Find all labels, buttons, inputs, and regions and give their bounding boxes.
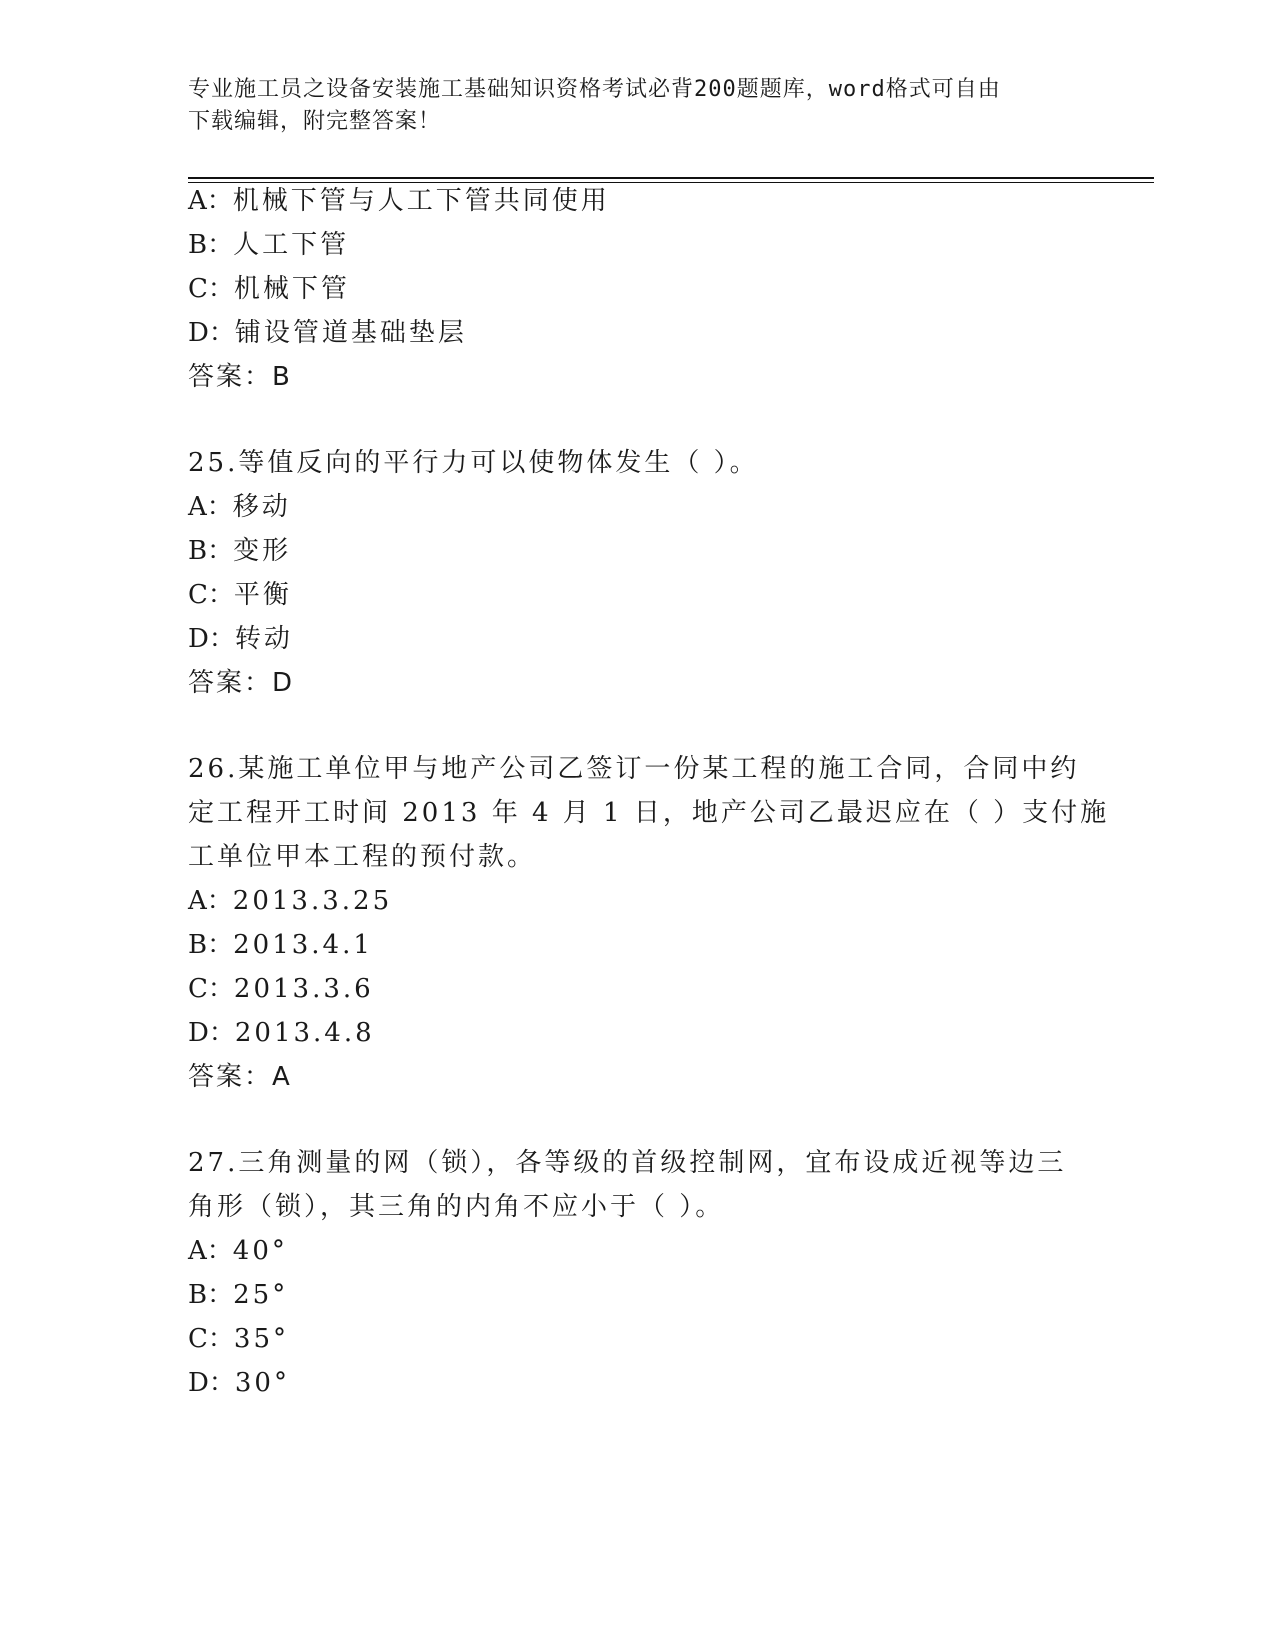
q26-stem-line-3: 工单位甲本工程的预付款。 bbox=[188, 842, 537, 872]
option-label: A： bbox=[188, 886, 233, 916]
q26-option-d bbox=[188, 1016, 375, 1050]
option-label: D： bbox=[188, 1368, 235, 1398]
q26-stem-line-1: 26.某施工单位甲与地产公司乙签订一份某工程的施工合同，合同中约 bbox=[188, 754, 1080, 784]
q25-option-d bbox=[188, 622, 293, 656]
q24-option-c bbox=[188, 272, 350, 306]
option-label: D： bbox=[188, 1018, 235, 1048]
q26-answer: 答案：A bbox=[188, 1062, 292, 1092]
option-label: C： bbox=[188, 580, 234, 610]
option-text: 平衡 bbox=[233, 580, 292, 610]
option-label: B： bbox=[188, 1280, 234, 1310]
option-text: 机械下管 bbox=[233, 274, 350, 304]
option-text: 转动 bbox=[234, 624, 293, 654]
option-text: 人工下管 bbox=[233, 230, 350, 260]
q26-option-b bbox=[188, 928, 373, 962]
option-text: 2013.3.25 bbox=[232, 886, 393, 916]
option-text: 机械下管与人工下管共同使用 bbox=[232, 186, 610, 216]
option-text: 35° bbox=[233, 1324, 289, 1354]
document-header bbox=[188, 74, 1088, 138]
q24-answer: 答案：B bbox=[188, 362, 292, 392]
header-divider-thin bbox=[188, 182, 1154, 183]
q27-option-a bbox=[188, 1234, 288, 1268]
header-line-1: 专业施工员之设备安装施工基础知识资格考试必背200题题库，word格式可自由 bbox=[188, 77, 1001, 102]
q27-stem-line-1: 27.三角测量的网（锁），各等级的首级控制网，宜布设成近视等边三 bbox=[188, 1148, 1067, 1178]
option-label: C： bbox=[188, 1324, 234, 1354]
option-label: A： bbox=[188, 186, 233, 216]
option-label: A： bbox=[188, 492, 233, 522]
q24-option-b bbox=[188, 228, 349, 262]
q25-answer: 答案：D bbox=[188, 668, 295, 698]
option-text: 40° bbox=[232, 1236, 288, 1266]
q27-option-d bbox=[188, 1366, 290, 1400]
option-label: D： bbox=[188, 624, 235, 654]
option-text: 移动 bbox=[232, 492, 291, 522]
option-text: 2013.4.8 bbox=[234, 1018, 375, 1048]
q25-option-a bbox=[188, 490, 291, 524]
option-text: 铺设管道基础垫层 bbox=[234, 318, 467, 348]
option-text: 25° bbox=[233, 1280, 289, 1310]
option-label: D： bbox=[188, 318, 235, 348]
option-label: C： bbox=[188, 274, 234, 304]
q27-option-b bbox=[188, 1278, 288, 1312]
q24-option-d bbox=[188, 316, 467, 350]
q25-option-c bbox=[188, 578, 292, 612]
header-divider-thick bbox=[188, 177, 1154, 179]
option-text: 2013.4.1 bbox=[233, 930, 373, 960]
option-label: A： bbox=[188, 1236, 233, 1266]
q25-option-b bbox=[188, 534, 291, 568]
option-text: 变形 bbox=[233, 536, 292, 566]
q26-option-a bbox=[188, 884, 392, 918]
q27-stem-line-2: 角形（锁），其三角的内角不应小于（ ）。 bbox=[188, 1192, 725, 1222]
option-label: B： bbox=[188, 230, 234, 260]
header-line-2: 下载编辑，附完整答案！ bbox=[188, 109, 442, 134]
option-label: B： bbox=[188, 930, 234, 960]
q24-option-a bbox=[188, 184, 610, 218]
q26-stem-line-2: 定工程开工时间 2013 年 4 月 1 日，地产公司乙最迟应在（ ）支付施 bbox=[188, 798, 1110, 828]
option-label: B： bbox=[188, 536, 234, 566]
q25-stem: 25.等值反向的平行力可以使物体发生（ ）。 bbox=[188, 448, 759, 478]
option-text: 2013.3.6 bbox=[233, 974, 374, 1004]
option-text: 30° bbox=[234, 1368, 290, 1398]
q26-option-c bbox=[188, 972, 374, 1006]
option-label: C： bbox=[188, 974, 234, 1004]
q27-option-c bbox=[188, 1322, 289, 1356]
